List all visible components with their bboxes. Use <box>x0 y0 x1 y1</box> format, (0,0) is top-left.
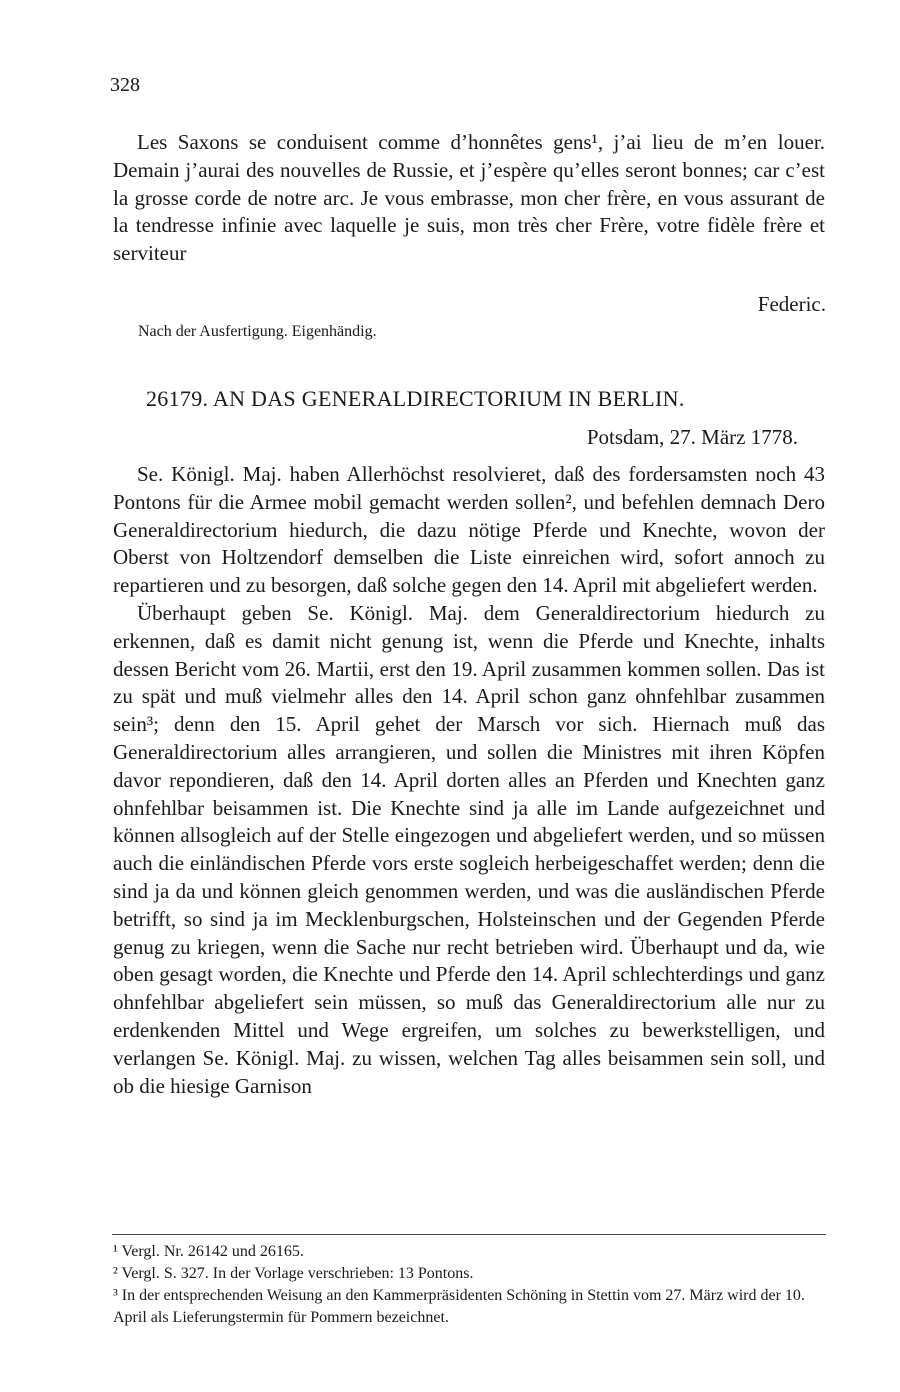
footnote-1: ¹ Vergl. Nr. 26142 und 26165. <box>113 1243 304 1260</box>
footnotes <box>113 1241 825 1329</box>
page-number: 328 <box>110 74 140 96</box>
body-paragraph-2: Überhaupt geben Se. Königl. Maj. dem Generaldirectorium hiedurch zu erkennen, daß es damit nicht genung ist, wenn die Pferde und Knechte, inhalts dessen Bericht vom 26. Martii, erst den 19. April zusammen kommen sollen. Das ist zu spät und muß vielmehr alles den 14. April schon ganz ohnfehlbar zusammen sein³; denn den 15. April gehet der Marsch vor sich. Hiernach muß das Generaldirectorium alles arrangieren, und sollen die Ministres mit ihren Köpfen davor repondieren, daß den 14. April dorten alles an Pferden und Knechten ganz ohnfehlbar beisammen ist. Die Knechte sind ja alle im Lande aufgezeichnet und können allsogleich auf der Stelle eingezogen und abgeliefert werden, und so müssen auch die einländischen Pferde vors erste sogleich herbeigeschaffet werden; denn die sind ja da und können gleich genommen werden, und was die ausländischen Pferde betrifft, so sind ja im Mecklenburgschen, Holsteinschen und der Gegenden Pferde genug zu kriegen, wenn die Sache nur recht betrieben wird. Überhaupt und da, wie oben gesagt worden, die Knechte und Pferde den 14. April schlechterdings und ganz ohnfehlbar abgeliefert sein müssen, so muß das Generaldirectorium alle nur zu erdenkenden Mittel und Wege ergreifen, um solches zu bewerkstelligen, und verlangen Se. Königl. Maj. zu wissen, welchen Tag alles beisammen sein soll, und ob die hiesige Garnison <box>113 600 825 1098</box>
document-body <box>113 461 825 1100</box>
body-paragraph-1: Se. Königl. Maj. haben Allerhöchst resolvieret, daß des fordersamsten noch 43 Pontons für die Armee mobil gemacht werden sollen², und befehlen demnach Dero Generaldirectorium hiedurch, die dazu nötige Pferde und Knechte, wovon der Oberst von Holtzendorf demselben die Liste einreichen wird, sofort annoch zu repartieren und zu besorgen, daß solche gegen den 14. April mit abgeliefert werden. <box>113 462 825 598</box>
document-heading: 26179. AN DAS GENERALDIRECTORIUM IN BERLIN. <box>146 386 685 411</box>
letter-closing-text <box>113 129 825 268</box>
source-note: Nach der Ausfertigung. Eigenhändig. <box>138 323 377 340</box>
place-date: Potsdam, 27. März 1778. <box>586 425 798 449</box>
letter-paragraph: Les Saxons se conduisent comme d’honnêtes gens¹, j’ai lieu de m’en louer. Demain j’aurai des nouvelles de Russie, et j’espère qu’elles seront bonnes; car c’est la grosse corde de notre arc. Je vous embrasse, mon cher frère, en vous assurant de la tendresse infinie avec laquelle je suis, mon très cher Frère, votre fidèle frère et serviteur <box>113 130 825 266</box>
footnote-3: ³ In der entsprechenden Weisung an den Kammerpräsidenten Schöning in Stettin vom 27. März wird der 10. April als Lieferungstermin für Pommern bezeichnet. <box>113 1287 805 1326</box>
signature: Federic. <box>757 292 826 316</box>
footnote-2: ² Vergl. S. 327. In der Vorlage verschrieben: 13 Pontons. <box>113 1265 474 1282</box>
footnote-separator <box>112 1234 826 1235</box>
